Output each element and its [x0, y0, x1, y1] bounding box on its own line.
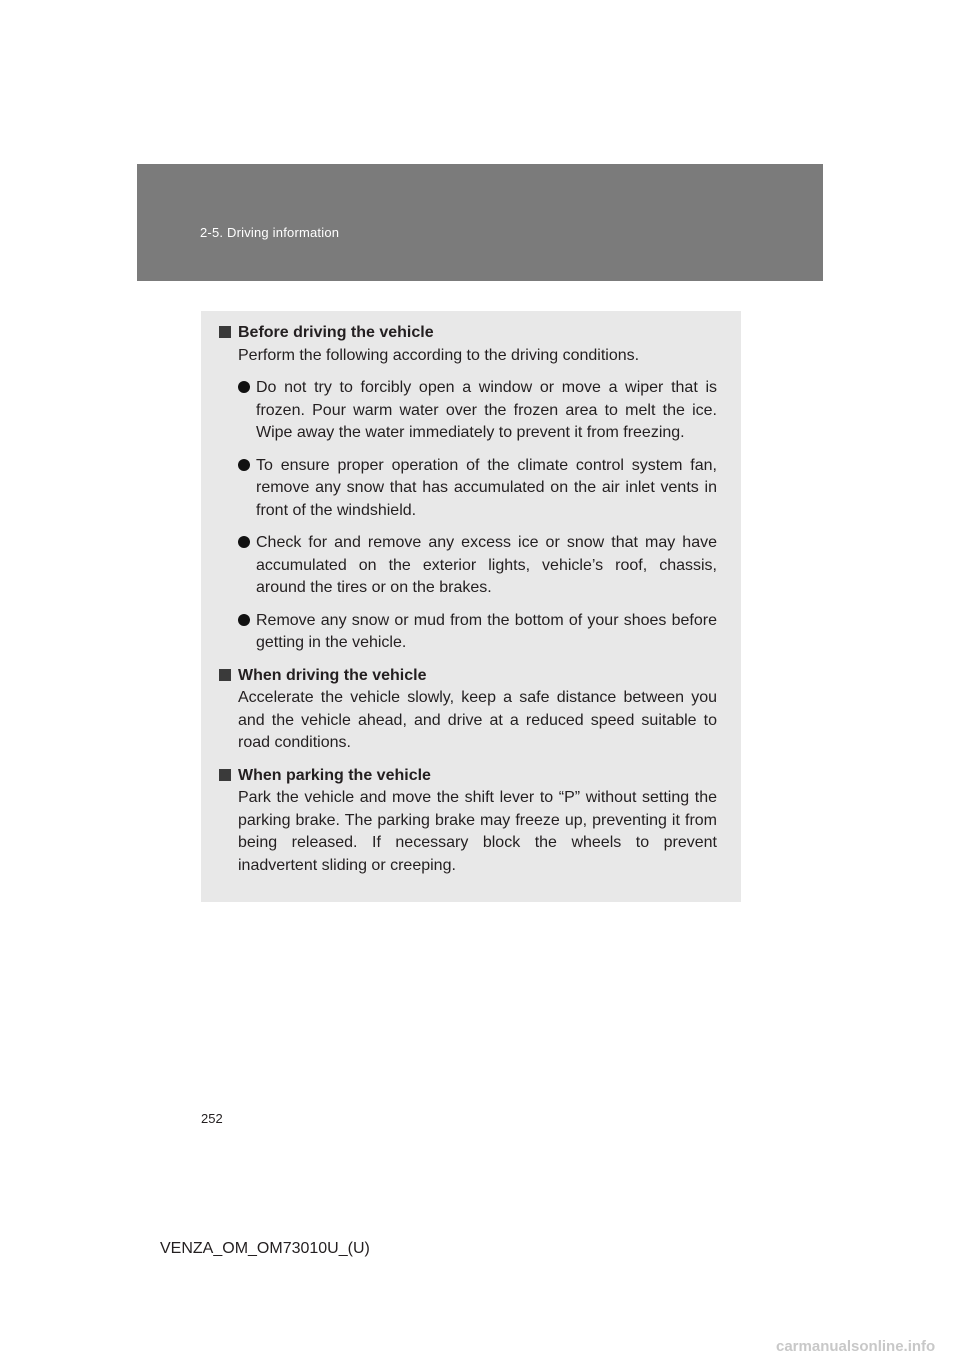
- section-heading: [219, 665, 717, 688]
- list-item: [238, 455, 717, 523]
- square-bullet-icon: [219, 669, 231, 681]
- list-item-text: Remove any snow or mud from the bottom of your shoes before getting in the vehicle.: [256, 611, 717, 651]
- header-band: [137, 164, 823, 281]
- bullet-list: [238, 377, 717, 655]
- list-item: [238, 610, 717, 655]
- section-body: Park the vehicle and move the shift lever to “P” without setting the parking brake. The parking brake may freeze up, preventing it from being released. If necessary block the wheels to prevent inadvertent sliding or creeping.: [238, 789, 717, 874]
- heading-text: When driving the vehicle: [238, 666, 427, 684]
- list-item-text: To ensure proper operation of the climate control system fan, remove any snow that has accumulated on the air inlet vents in front of the windshield.: [256, 456, 717, 519]
- heading-text: Before driving the vehicle: [238, 324, 434, 341]
- section-heading: [219, 322, 717, 345]
- section-intro: Perform the following according to the driving conditions.: [238, 346, 640, 364]
- list-item: [238, 532, 717, 600]
- list-item-text: Do not try to forcibly open a window or move a wiper that is frozen. Pour warm water over the frozen area to melt the ice. Wipe away the water immediately to prevent it from freezing.: [256, 379, 717, 441]
- round-bullet-icon: [238, 381, 250, 393]
- list-item: [238, 377, 717, 445]
- round-bullet-icon: [238, 536, 250, 548]
- watermark: carmanualsonline.info: [776, 1338, 936, 1355]
- list-item-text: Check for and remove any excess ice or snow that may have accumulated on the exterior lights, vehicle’s roof, chassis, around the tires or on the brakes.: [256, 534, 717, 596]
- heading-text: When parking the vehicle: [238, 766, 431, 784]
- section-label: 2-5. Driving information: [200, 225, 340, 240]
- section-heading: [219, 765, 717, 788]
- square-bullet-icon: [219, 769, 231, 781]
- document-code: VENZA_OM_OM73010U_(U): [160, 1240, 370, 1257]
- round-bullet-icon: [238, 614, 250, 626]
- round-bullet-icon: [238, 459, 250, 471]
- section-when-driving: [219, 665, 717, 755]
- section-before-driving: [219, 322, 717, 655]
- square-bullet-icon: [219, 326, 231, 338]
- info-box: [201, 311, 741, 902]
- section-body: Accelerate the vehicle slowly, keep a safe distance between you and the vehicle ahead, and drive at a reduced speed suitable to road conditions.: [238, 689, 717, 751]
- section-when-parking: [219, 765, 717, 878]
- page-number: 252: [201, 1111, 223, 1126]
